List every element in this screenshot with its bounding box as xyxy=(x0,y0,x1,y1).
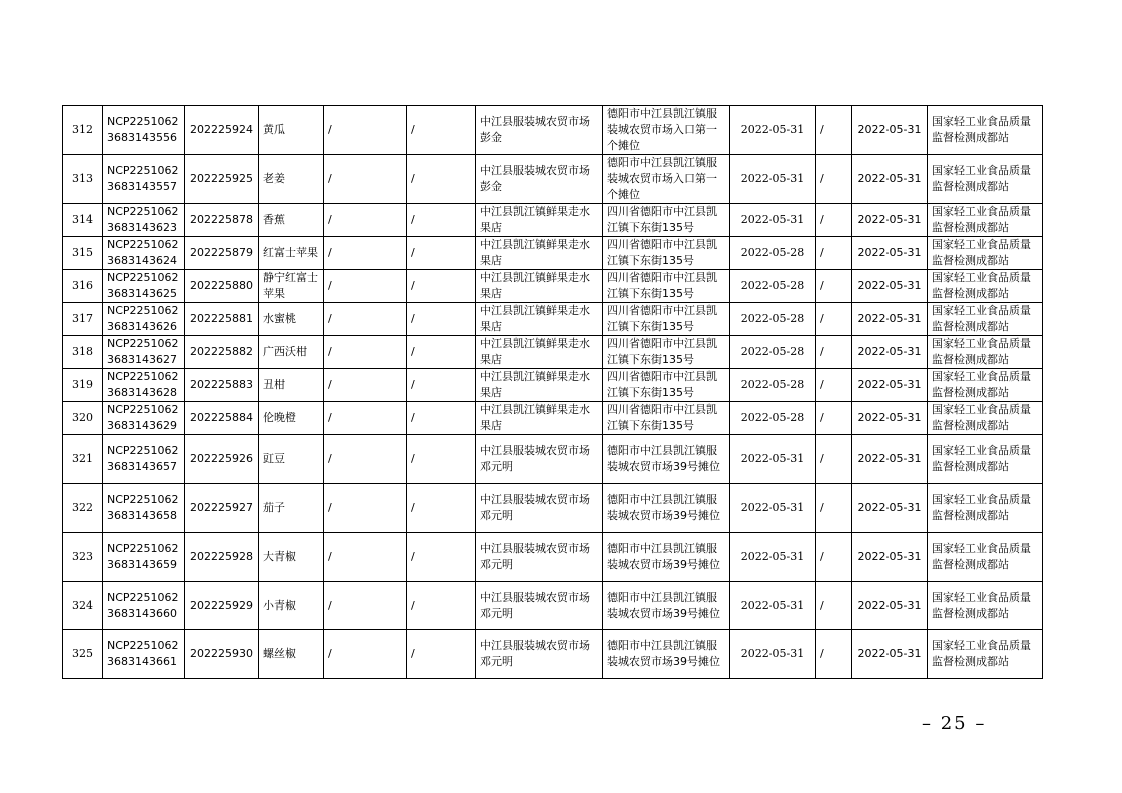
code-line: 3683143556 xyxy=(107,131,177,144)
brand-cell: / xyxy=(324,237,407,270)
table-row xyxy=(63,533,1043,582)
address-cell: 德阳市中江县凯江镇服装城农贸市场39号摊位 xyxy=(603,435,730,484)
manufacturer-cell: / xyxy=(816,369,852,402)
table-row xyxy=(63,435,1043,484)
address-cell: 四川省德阳市中江县凯江镇下东街135号 xyxy=(603,204,730,237)
seller-cell: 中江县凯江镇鲜果走水果店 xyxy=(476,369,603,402)
product-name-cell: 螺丝椒 xyxy=(259,630,324,679)
brand-cell: / xyxy=(324,630,407,679)
table-row xyxy=(63,402,1043,435)
sampling-date-cell: 2022-05-31 xyxy=(852,270,928,303)
address-cell: 德阳市中江县凯江镇服装城农贸市场入口第一个摊位 xyxy=(603,106,730,155)
address-cell: 德阳市中江县凯江镇服装城农贸市场39号摊位 xyxy=(603,630,730,679)
seller-cell: 中江县服装城农贸市场邓元明 xyxy=(476,533,603,582)
product-name-cell: 静宁红富士苹果 xyxy=(259,270,324,303)
sampling-date-cell: 2022-05-31 xyxy=(852,336,928,369)
sample-number-cell: 202225884 xyxy=(185,402,259,435)
code-line: NCP2251062 xyxy=(107,444,179,457)
code-line: 3683143658 xyxy=(107,509,177,522)
manufacturer-cell: / xyxy=(816,533,852,582)
seller-cell: 中江县凯江镇鲜果走水果店 xyxy=(476,336,603,369)
code-line: 3683143623 xyxy=(107,221,177,234)
product-name-cell: 老姜 xyxy=(259,155,324,204)
table-row xyxy=(63,303,1043,336)
testing-agency-cell: 国家轻工业食品质量监督检测成都站 xyxy=(928,106,1043,155)
seller-cell: 中江县服装城农贸市场彭金 xyxy=(476,155,603,204)
address-cell: 四川省德阳市中江县凯江镇下东街135号 xyxy=(603,336,730,369)
inspection-code-cell xyxy=(103,155,185,204)
code-line: 3683143628 xyxy=(107,386,177,399)
product-name-cell: 伦晚橙 xyxy=(259,402,324,435)
code-line: 3683143660 xyxy=(107,606,177,620)
production-date-cell: 2022-05-28 xyxy=(730,303,816,336)
row-number-cell: 313 xyxy=(63,155,103,204)
sampling-date-cell: 2022-05-31 xyxy=(852,204,928,237)
testing-agency-cell: 国家轻工业食品质量监督检测成都站 xyxy=(928,336,1043,369)
brand-cell: / xyxy=(324,270,407,303)
manufacturer-cell: / xyxy=(816,155,852,204)
table-row xyxy=(63,369,1043,402)
sample-number-cell: 202225927 xyxy=(185,484,259,533)
spec-cell: / xyxy=(407,630,476,679)
sampling-date-cell: 2022-05-31 xyxy=(852,402,928,435)
sample-number-cell: 202225928 xyxy=(185,533,259,582)
spec-cell: / xyxy=(407,582,476,630)
spec-cell: / xyxy=(407,204,476,237)
row-number-cell: 314 xyxy=(63,204,103,237)
testing-agency-cell: 国家轻工业食品质量监督检测成都站 xyxy=(928,155,1043,204)
product-name-cell: 香蕉 xyxy=(259,204,324,237)
production-date-cell: 2022-05-31 xyxy=(730,435,816,484)
product-name-cell: 黄瓜 xyxy=(259,106,324,155)
product-name-cell: 小青椒 xyxy=(259,582,324,630)
production-date-cell: 2022-05-28 xyxy=(730,402,816,435)
sample-number-cell: 202225924 xyxy=(185,106,259,155)
row-number-cell: 321 xyxy=(63,435,103,484)
code-line: 3683143659 xyxy=(107,558,177,571)
seller-cell: 中江县凯江镇鲜果走水果店 xyxy=(476,402,603,435)
sampling-date-cell: 2022-05-31 xyxy=(852,435,928,484)
spec-cell: / xyxy=(407,369,476,402)
production-date-cell: 2022-05-31 xyxy=(730,204,816,237)
code-line: 3683143557 xyxy=(107,180,177,193)
sample-number-cell: 202225929 xyxy=(185,582,259,630)
address-cell: 四川省德阳市中江县凯江镇下东街135号 xyxy=(603,237,730,270)
production-date-cell: 2022-05-31 xyxy=(730,582,816,630)
product-name-cell: 红富士苹果 xyxy=(259,237,324,270)
sample-number-cell: 202225881 xyxy=(185,303,259,336)
inspection-code-cell xyxy=(103,435,185,484)
row-number-cell: 319 xyxy=(63,369,103,402)
sampling-date-cell: 2022-05-31 xyxy=(852,155,928,204)
testing-agency-cell: 国家轻工业食品质量监督检测成都站 xyxy=(928,630,1043,679)
sampling-date-cell: 2022-05-31 xyxy=(852,582,928,630)
spec-cell: / xyxy=(407,155,476,204)
manufacturer-cell: / xyxy=(816,630,852,679)
table-row xyxy=(63,204,1043,237)
production-date-cell: 2022-05-28 xyxy=(730,237,816,270)
inspection-code-cell xyxy=(103,106,185,155)
sample-number-cell: 202225882 xyxy=(185,336,259,369)
code-line: 3683143624 xyxy=(107,254,177,267)
sample-number-cell: 202225878 xyxy=(185,204,259,237)
production-date-cell: 2022-05-31 xyxy=(730,484,816,533)
seller-cell: 中江县凯江镇鲜果走水果店 xyxy=(476,204,603,237)
code-line: NCP2251062 xyxy=(107,493,179,506)
spec-cell: / xyxy=(407,106,476,155)
spec-cell: / xyxy=(407,336,476,369)
inspection-code-cell xyxy=(103,204,185,237)
inspection-code-cell xyxy=(103,582,185,630)
spec-cell: / xyxy=(407,303,476,336)
inspection-code-cell xyxy=(103,237,185,270)
brand-cell: / xyxy=(324,484,407,533)
inspection-code-cell xyxy=(103,630,185,679)
table-row xyxy=(63,630,1043,679)
code-line: NCP2251062 xyxy=(107,164,179,177)
row-number-cell: 320 xyxy=(63,402,103,435)
product-name-cell: 广西沃柑 xyxy=(259,336,324,369)
manufacturer-cell: / xyxy=(816,582,852,630)
address-cell: 四川省德阳市中江县凯江镇下东街135号 xyxy=(603,270,730,303)
spec-cell: / xyxy=(407,533,476,582)
inspection-code-cell xyxy=(103,270,185,303)
sampling-date-cell: 2022-05-31 xyxy=(852,106,928,155)
table-body xyxy=(63,106,1043,679)
inspection-code-cell xyxy=(103,303,185,336)
sample-number-cell: 202225879 xyxy=(185,237,259,270)
brand-cell: / xyxy=(324,402,407,435)
testing-agency-cell: 国家轻工业食品质量监督检测成都站 xyxy=(928,484,1043,533)
seller-cell: 中江县服装城农贸市场邓元明 xyxy=(476,435,603,484)
code-line: NCP2251062 xyxy=(107,639,179,652)
code-line: 3683143625 xyxy=(107,287,177,300)
testing-agency-cell: 国家轻工业食品质量监督检测成都站 xyxy=(928,435,1043,484)
row-number-cell: 312 xyxy=(63,106,103,155)
table-row xyxy=(63,106,1043,155)
manufacturer-cell: / xyxy=(816,435,852,484)
brand-cell: / xyxy=(324,533,407,582)
row-number-cell: 317 xyxy=(63,303,103,336)
page-number: – 25 – xyxy=(922,713,987,734)
brand-cell: / xyxy=(324,582,407,630)
row-number-cell: 325 xyxy=(63,630,103,679)
inspection-code-cell xyxy=(103,336,185,369)
row-number-cell: 318 xyxy=(63,336,103,369)
row-number-cell: 316 xyxy=(63,270,103,303)
code-line: NCP2251062 xyxy=(107,337,179,350)
manufacturer-cell: / xyxy=(816,484,852,533)
production-date-cell: 2022-05-28 xyxy=(730,270,816,303)
manufacturer-cell: / xyxy=(816,336,852,369)
code-line: 3683143661 xyxy=(107,655,177,668)
sample-number-cell: 202225880 xyxy=(185,270,259,303)
inspection-code-cell xyxy=(103,369,185,402)
testing-agency-cell: 国家轻工业食品质量监督检测成都站 xyxy=(928,582,1043,630)
brand-cell: / xyxy=(324,204,407,237)
testing-agency-cell: 国家轻工业食品质量监督检测成都站 xyxy=(928,237,1043,270)
production-date-cell: 2022-05-28 xyxy=(730,336,816,369)
spec-cell: / xyxy=(407,270,476,303)
production-date-cell: 2022-05-31 xyxy=(730,630,816,679)
code-line: 3683143657 xyxy=(107,460,177,473)
manufacturer-cell: / xyxy=(816,303,852,336)
address-cell: 四川省德阳市中江县凯江镇下东街135号 xyxy=(603,369,730,402)
manufacturer-cell: / xyxy=(816,106,852,155)
product-name-cell: 豇豆 xyxy=(259,435,324,484)
brand-cell: / xyxy=(324,303,407,336)
testing-agency-cell: 国家轻工业食品质量监督检测成都站 xyxy=(928,270,1043,303)
seller-cell: 中江县服装城农贸市场彭金 xyxy=(476,106,603,155)
code-line: NCP2251062 xyxy=(107,205,179,218)
address-cell: 德阳市中江县凯江镇服装城农贸市场入口第一个摊位 xyxy=(603,155,730,204)
inspection-code-cell xyxy=(103,402,185,435)
seller-cell: 中江县凯江镇鲜果走水果店 xyxy=(476,303,603,336)
address-cell: 德阳市中江县凯江镇服装城农贸市场39号摊位 xyxy=(603,533,730,582)
brand-cell: / xyxy=(324,336,407,369)
spec-cell: / xyxy=(407,435,476,484)
code-line: NCP2251062 xyxy=(107,271,179,284)
brand-cell: / xyxy=(324,369,407,402)
sample-number-cell: 202225883 xyxy=(185,369,259,402)
code-line: NCP2251062 xyxy=(107,238,179,251)
table-row xyxy=(63,582,1043,630)
product-name-cell: 茄子 xyxy=(259,484,324,533)
production-date-cell: 2022-05-28 xyxy=(730,369,816,402)
production-date-cell: 2022-05-31 xyxy=(730,533,816,582)
code-line: NCP2251062 xyxy=(107,370,179,383)
table-row xyxy=(63,155,1043,204)
production-date-cell: 2022-05-31 xyxy=(730,106,816,155)
table-row xyxy=(63,270,1043,303)
code-line: 3683143627 xyxy=(107,353,177,366)
table-row xyxy=(63,237,1043,270)
seller-cell: 中江县凯江镇鲜果走水果店 xyxy=(476,237,603,270)
manufacturer-cell: / xyxy=(816,402,852,435)
sampling-date-cell: 2022-05-31 xyxy=(852,484,928,533)
code-line: NCP2251062 xyxy=(107,403,179,416)
inspection-code-cell xyxy=(103,484,185,533)
testing-agency-cell: 国家轻工业食品质量监督检测成都站 xyxy=(928,533,1043,582)
manufacturer-cell: / xyxy=(816,204,852,237)
table-row xyxy=(63,484,1043,533)
inspection-code-cell xyxy=(103,533,185,582)
spec-cell: / xyxy=(407,237,476,270)
code-line: NCP2251062 xyxy=(107,590,179,604)
product-name-cell: 丑柑 xyxy=(259,369,324,402)
brand-cell: / xyxy=(324,435,407,484)
sample-number-cell: 202225925 xyxy=(185,155,259,204)
row-number-cell: 323 xyxy=(63,533,103,582)
testing-agency-cell: 国家轻工业食品质量监督检测成都站 xyxy=(928,204,1043,237)
address-cell: 四川省德阳市中江县凯江镇下东街135号 xyxy=(603,303,730,336)
product-name-cell: 水蜜桃 xyxy=(259,303,324,336)
seller-cell: 中江县服装城农贸市场邓元明 xyxy=(476,582,603,630)
production-date-cell: 2022-05-31 xyxy=(730,155,816,204)
seller-cell: 中江县凯江镇鲜果走水果店 xyxy=(476,270,603,303)
sampling-date-cell: 2022-05-31 xyxy=(852,303,928,336)
code-line: NCP2251062 xyxy=(107,542,179,555)
address-cell: 四川省德阳市中江县凯江镇下东街135号 xyxy=(603,402,730,435)
results-table xyxy=(62,105,1043,679)
sample-number-cell: 202225926 xyxy=(185,435,259,484)
testing-agency-cell: 国家轻工业食品质量监督检测成都站 xyxy=(928,402,1043,435)
spec-cell: / xyxy=(407,402,476,435)
sampling-date-cell: 2022-05-31 xyxy=(852,630,928,679)
manufacturer-cell: / xyxy=(816,270,852,303)
brand-cell: / xyxy=(324,106,407,155)
address-cell: 德阳市中江县凯江镇服装城农贸市场39号摊位 xyxy=(603,582,730,630)
seller-cell: 中江县服装城农贸市场邓元明 xyxy=(476,630,603,679)
testing-agency-cell: 国家轻工业食品质量监督检测成都站 xyxy=(928,369,1043,402)
sample-number-cell: 202225930 xyxy=(185,630,259,679)
code-line: 3683143626 xyxy=(107,320,177,333)
spec-cell: / xyxy=(407,484,476,533)
code-line: NCP2251062 xyxy=(107,115,179,128)
brand-cell: / xyxy=(324,155,407,204)
product-name-cell: 大青椒 xyxy=(259,533,324,582)
code-line: NCP2251062 xyxy=(107,304,179,317)
sampling-date-cell: 2022-05-31 xyxy=(852,369,928,402)
table-row xyxy=(63,336,1043,369)
testing-agency-cell: 国家轻工业食品质量监督检测成都站 xyxy=(928,303,1043,336)
seller-cell: 中江县服装城农贸市场邓元明 xyxy=(476,484,603,533)
sampling-date-cell: 2022-05-31 xyxy=(852,533,928,582)
address-cell: 德阳市中江县凯江镇服装城农贸市场39号摊位 xyxy=(603,484,730,533)
row-number-cell: 315 xyxy=(63,237,103,270)
row-number-cell: 322 xyxy=(63,484,103,533)
manufacturer-cell: / xyxy=(816,237,852,270)
sampling-date-cell: 2022-05-31 xyxy=(852,237,928,270)
row-number-cell: 324 xyxy=(63,582,103,630)
code-line: 3683143629 xyxy=(107,419,177,432)
